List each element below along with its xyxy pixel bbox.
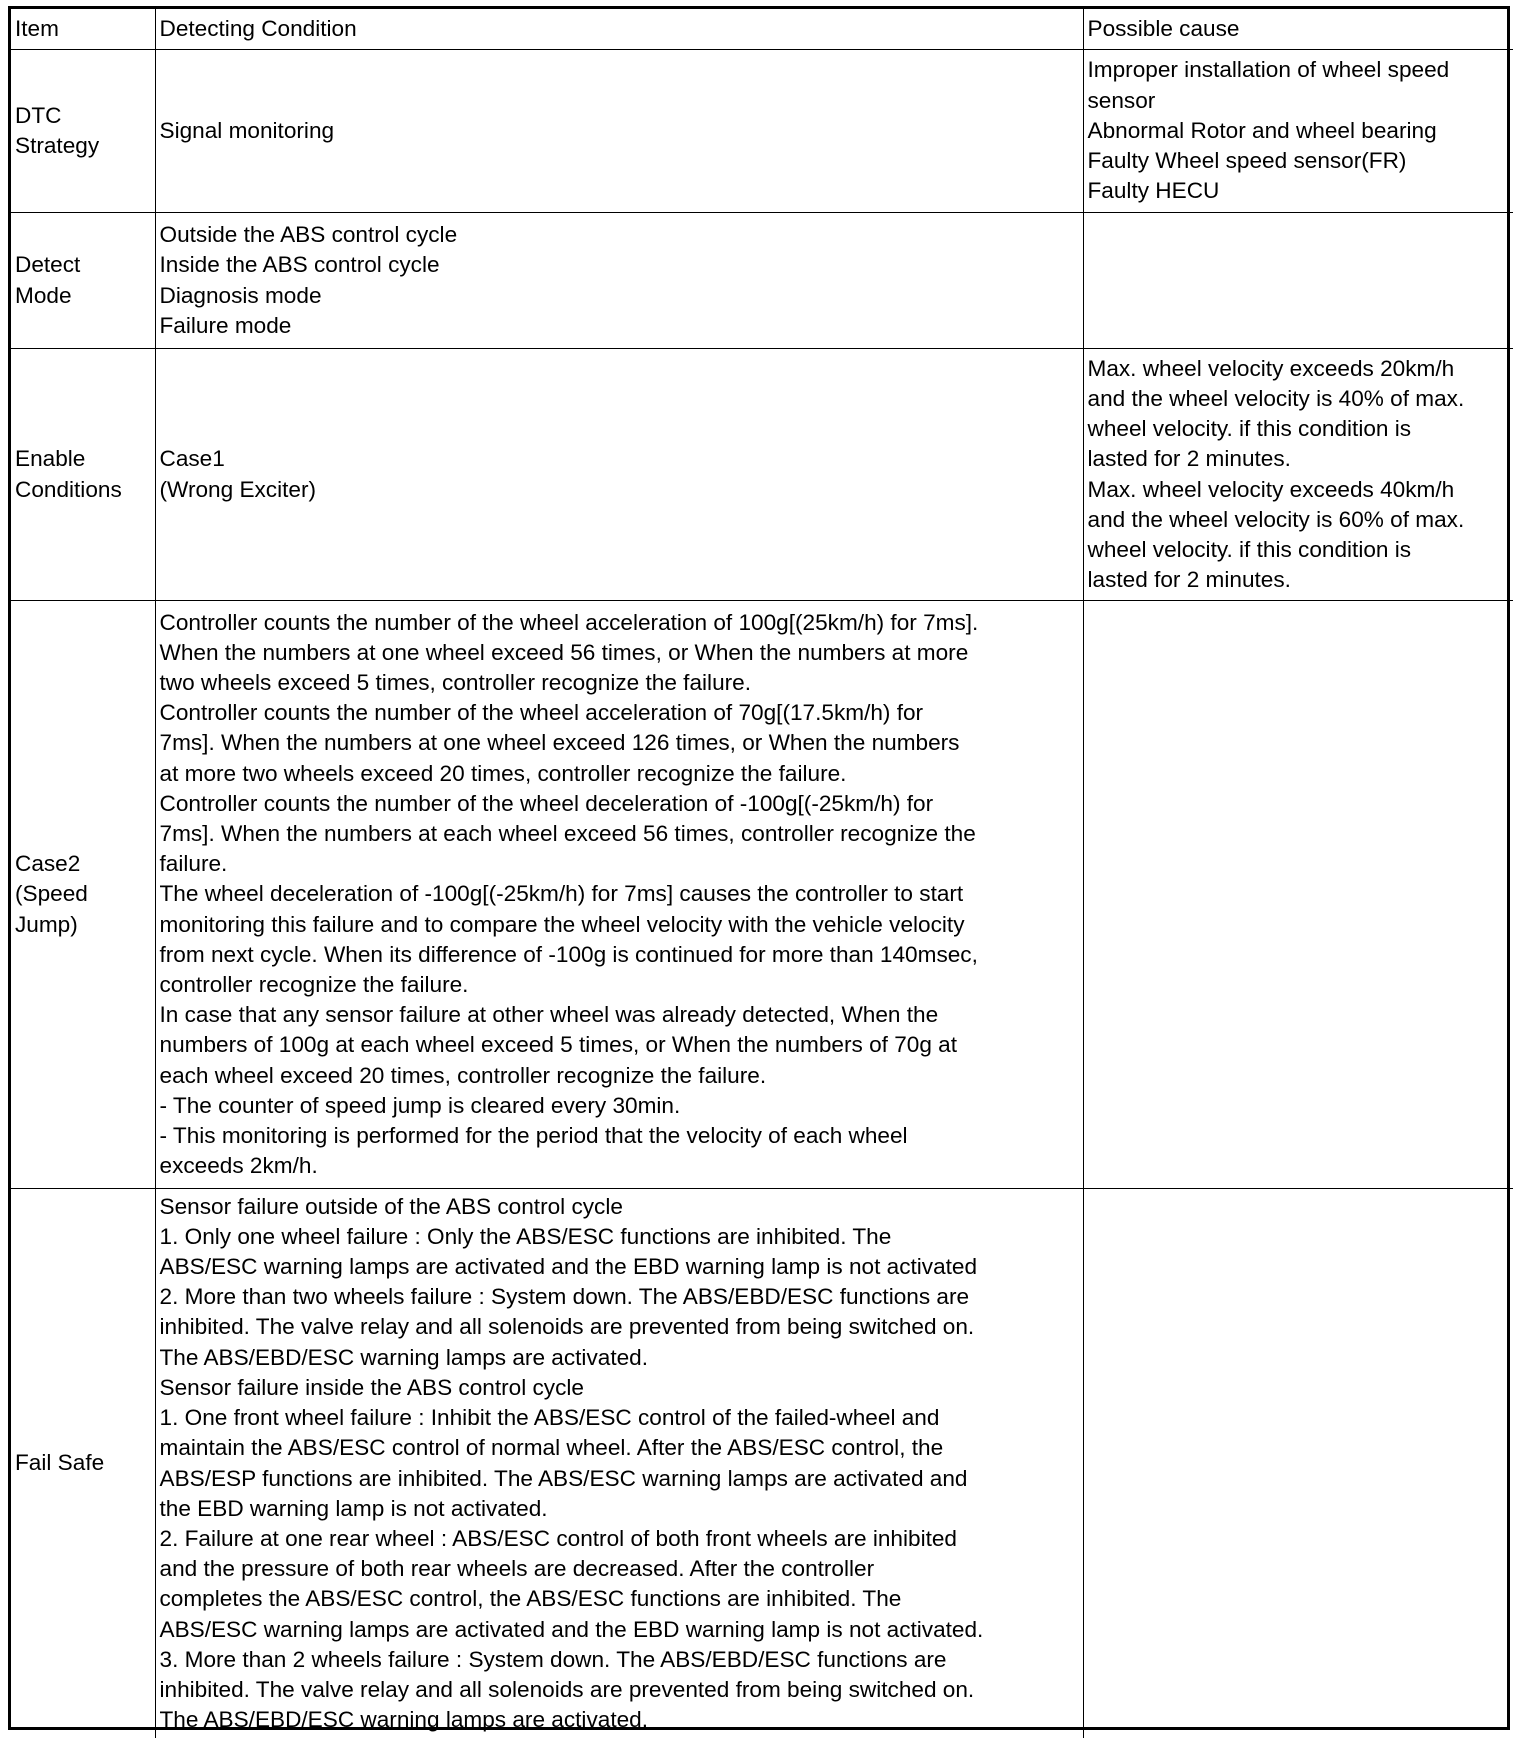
cell-cause: Improper installation of wheel speed sensor Abnormal Rotor and wheel bearing Faulty Wheel speed sensor(FR) Faulty HECU [1083, 50, 1513, 213]
cell-item: Detect Mode [11, 213, 155, 349]
header-item: Item [11, 9, 155, 50]
table-row-fail-safe [11, 1189, 1513, 1738]
cell-condition: Case1 (Wrong Exciter) [155, 349, 1083, 601]
cell-cause: Max. wheel velocity exceeds 20km/h and the wheel velocity is 40% of max. wheel velocity. if this condition is lasted for 2 minutes. Max. wheel velocity exceeds 40km/h and the wheel velocity is 60% of max. wheel velocity. if this condition is lasted for 2 minutes. [1083, 349, 1513, 601]
table-row-detect-mode [11, 213, 1513, 349]
header-detecting-condition: Detecting Condition [155, 9, 1083, 50]
dtc-table [11, 9, 1513, 1738]
cell-condition: Sensor failure outside of the ABS control cycle 1. Only one wheel failure : Only the ABS/ESC functions are inhibited. The ABS/ESC warning lamps are activated and the EBD warning lamp is not activated 2. More than two wheels failure : System down. The ABS/EBD/ESC functions are inhibited. The valve relay and all solenoids are prevented from being switched on. The ABS/EBD/ESC warning lamps are activated. Sensor failure inside the ABS control cycle 1. One front wheel failure : Inhibit the ABS/ESC control of the failed-wheel and maintain the ABS/ESC control of normal wheel. After the ABS/ESC control, the ABS/ESP functions are inhibited. The ABS/ESC warning lamps are activated and the EBD warning lamp is not activated. 2. Failure at one rear wheel : ABS/ESC control of both front wheels are inhibited and the pressure of both rear wheels are decreased. After the controller completes the ABS/ESC control, the ABS/ESC functions are inhibited. The ABS/ESC warning lamps are activated and the EBD warning lamp is not activated. 3. More than 2 wheels failure : System down. The ABS/EBD/ESC functions are inhibited. The valve relay and all solenoids are prevented from being switched on. The ABS/EBD/ESC warning lamps are activated. [155, 1189, 1083, 1738]
dtc-table-frame [8, 6, 1510, 1733]
cell-cause [1083, 601, 1513, 1189]
cell-item: Case2 (Speed Jump) [11, 601, 155, 1189]
cell-condition: Outside the ABS control cycle Inside the ABS control cycle Diagnosis mode Failure mode [155, 213, 1083, 349]
table-row-enable-conditions [11, 349, 1513, 601]
cell-cause [1083, 213, 1513, 349]
header-possible-cause: Possible cause [1083, 9, 1513, 50]
cell-item: DTC Strategy [11, 50, 155, 213]
cell-item: Fail Safe [11, 1189, 155, 1738]
cell-condition: Signal monitoring [155, 50, 1083, 213]
table-header-row [11, 9, 1513, 50]
table-row-case2-speed-jump [11, 601, 1513, 1189]
table-row-dtc-strategy [11, 50, 1513, 213]
cell-cause [1083, 1189, 1513, 1738]
cell-condition: Controller counts the number of the wheel acceleration of 100g[(25km/h) for 7ms]. When the numbers at one wheel exceed 56 times, or When the numbers at more two wheels exceed 5 times, controller recognize the failure. Controller counts the number of the wheel acceleration of 70g[(17.5km/h) for 7ms]. When the numbers at one wheel exceed 126 times, or When the numbers at more two wheels exceed 20 times, controller recognize the failure. Controller counts the number of the wheel deceleration of -100g[(-25km/h) for 7ms]. When the numbers at each wheel exceed 56 times, controller recognize the failure. The wheel deceleration of -100g[(-25km/h) for 7ms] causes the controller to start monitoring this failure and to compare the wheel velocity with the vehicle velocity from next cycle. When its difference of -100g is continued for more than 140msec, controller recognize the failure. In case that any sensor failure at other wheel was already detected, When the numbers of 100g at each wheel exceed 5 times, or When the numbers of 70g at each wheel exceed 20 times, controller recognize the failure. - The counter of speed jump is cleared every 30min. - This monitoring is performed for the period that the velocity of each wheel exceeds 2km/h. [155, 601, 1083, 1189]
cell-item: Enable Conditions [11, 349, 155, 601]
